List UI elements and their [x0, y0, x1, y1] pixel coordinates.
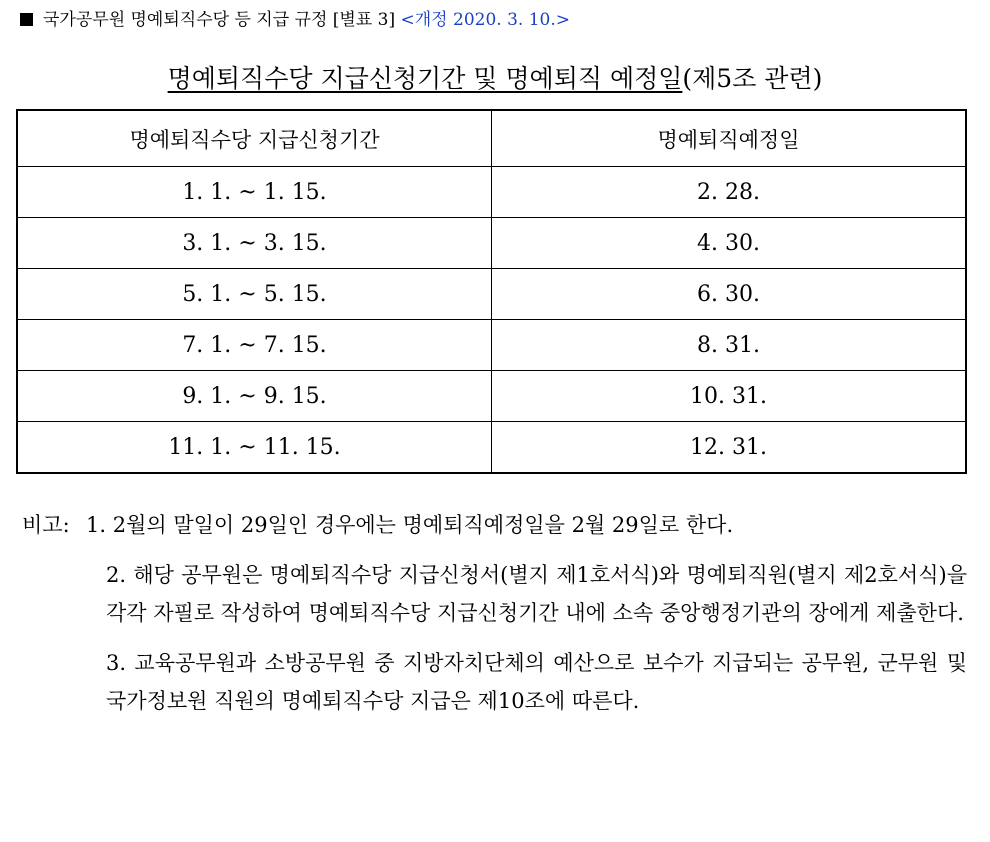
- title-suffix: (제5조 관련): [682, 64, 823, 93]
- retirement-date-cell: 10. 31.: [492, 371, 967, 422]
- table-header-row: [17, 110, 966, 167]
- remarks-section: [22, 506, 967, 720]
- remark-item: 3. 교육공무원과 소방공무원 중 지방자치단체의 예산으로 보수가 지급되는 공무원, 군무원 및 국가정보원 직원의 명예퇴직수당 지급은 제10조에 따른다.: [106, 651, 967, 713]
- application-period-cell: 11. 1. ~ 11. 15.: [17, 422, 492, 474]
- table-row: [17, 269, 966, 320]
- retirement-date-cell: 8. 31.: [492, 320, 967, 371]
- table-row: [17, 167, 966, 218]
- application-period-cell: 9. 1. ~ 9. 15.: [17, 371, 492, 422]
- remark-item: 1. 2월의 말일이 29일인 경우에는 명예퇴직예정일을 2월 29일로 한다.: [86, 513, 734, 537]
- table-row: [17, 218, 966, 269]
- retirement-date-cell: 2. 28.: [492, 167, 967, 218]
- title-main: 명예퇴직수당 지급신청기간 및 명예퇴직 예정일: [167, 64, 683, 93]
- remark-item: 2. 해당 공무원은 명예퇴직수당 지급신청서(별지 제1호서식)와 명예퇴직원(별지 제2호서식)을 각각 자필로 작성하여 명예퇴직수당 지급신청기간 내에 소속 중앙행정기관의 장에게 제출한다.: [106, 563, 967, 625]
- retirement-date-cell: 12. 31.: [492, 422, 967, 474]
- schedule-table: [16, 109, 967, 474]
- revision-date: <개정 2020. 3. 10.>: [400, 10, 570, 30]
- column-header-retirement-date: 명예퇴직예정일: [492, 110, 967, 167]
- application-period-cell: 3. 1. ~ 3. 15.: [17, 218, 492, 269]
- retirement-date-cell: 4. 30.: [492, 218, 967, 269]
- column-header-application-period: 명예퇴직수당 지급신청기간: [17, 110, 492, 167]
- retirement-date-cell: 6. 30.: [492, 269, 967, 320]
- square-bullet-icon: [20, 13, 33, 26]
- application-period-cell: 5. 1. ~ 5. 15.: [17, 269, 492, 320]
- application-period-cell: 1. 1. ~ 1. 15.: [17, 167, 492, 218]
- remark-row-1: [22, 506, 967, 544]
- remarks-label: 비고:: [22, 513, 70, 537]
- table-row: [17, 371, 966, 422]
- header-title: 국가공무원 명예퇴직수당 등 지급 규정 [별표 3]: [43, 10, 396, 30]
- table-row: [17, 422, 966, 474]
- document-header: [20, 8, 570, 32]
- page-title: [0, 62, 990, 96]
- table-row: [17, 320, 966, 371]
- application-period-cell: 7. 1. ~ 7. 15.: [17, 320, 492, 371]
